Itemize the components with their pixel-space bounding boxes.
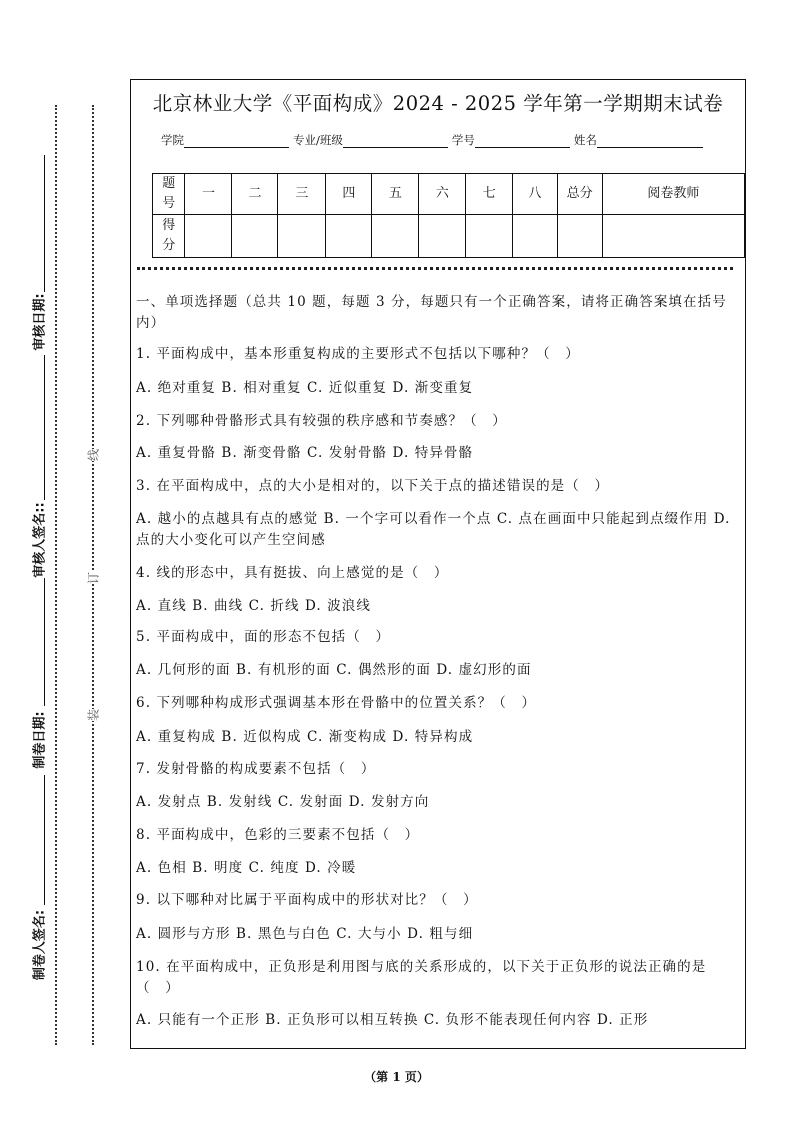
binding-mark-line: 线: [83, 449, 104, 461]
question-4-options: A. 直线 B. 曲线 C. 折线 D. 波浪线: [136, 598, 371, 614]
question-2-options: A. 重复骨骼 B. 渐变骨骼 C. 发射骨骼 D. 特异骨骼: [136, 445, 474, 461]
exam-title: 北京林业大学《平面构成》2024 - 2025 学年第一学期期末试卷: [152, 92, 724, 115]
score-label: 得分: [153, 215, 185, 258]
question-9-options: A. 圆形与方形 B. 黑色与白色 C. 大与小 D. 粗与细: [136, 926, 474, 942]
section-heading: 一、单项选择题（总共 10 题，每题 3 分，每题只有一个正确答案，请将正确答案填在括号内）: [136, 294, 727, 331]
binding-mark-staple: 订: [83, 572, 104, 584]
question-3-options: A. 越小的点越具有点的感觉 B. 一个字可以看作一个点 C. 点在画面中只能起到点缀作用 D. 点的大小变化可以产生空间感: [136, 511, 731, 548]
question-5: 5. 平面构成中，面的形态不包括（ ）: [136, 629, 391, 645]
column-header: 八: [513, 174, 557, 215]
score-table-header-row: [153, 174, 745, 215]
page-number: （第 1 页）: [364, 1070, 429, 1084]
question-2: 2. 下列哪种骨骼形式具有较强的秩序感和节奏感？（ ）: [136, 413, 507, 429]
college-label: 学院: [161, 133, 184, 147]
question-1: 1. 平面构成中，基本形重复构成的主要形式不包括以下哪种？（ ）: [136, 346, 580, 362]
question-9: 9. 以下哪种对比属于平面构成中的形状对比？（ ）: [136, 892, 478, 908]
score-cell[interactable]: [466, 215, 513, 258]
score-cell[interactable]: [278, 215, 326, 258]
question-3: 3. 在平面构成中，点的大小是相对的，以下关于点的描述错误的是（ ）: [136, 478, 610, 494]
signature-line: [44, 775, 45, 905]
column-header: 总分: [557, 174, 602, 215]
separator-dotted-line: [137, 267, 733, 270]
score-table: [152, 173, 745, 258]
signature-line: [44, 578, 45, 706]
score-cell[interactable]: [557, 215, 602, 258]
signature-line: [44, 155, 45, 292]
outer-dotted-line: [55, 105, 57, 1045]
student-info-row: [161, 132, 703, 148]
score-row: [153, 215, 745, 258]
score-cell[interactable]: [232, 215, 278, 258]
question-7: 7. 发射骨骼的构成要素不包括（ ）: [136, 761, 376, 777]
column-header: 四: [326, 174, 372, 215]
column-header: 六: [419, 174, 466, 215]
column-header: 七: [466, 174, 513, 215]
question-8: 8. 平面构成中，色彩的三要素不包括（ ）: [136, 827, 420, 843]
college-field[interactable]: [184, 135, 289, 148]
question-6-options: A. 重复构成 B. 近似构成 C. 渐变构成 D. 特异构成: [136, 729, 474, 745]
prepared-date-label: 制卷日期:: [32, 711, 48, 769]
column-header: 一: [185, 174, 232, 215]
binding-mark-bind: 装: [83, 709, 104, 721]
review-date-label: 审核日期:: [32, 293, 48, 351]
question-4: 4. 线的形态中，具有挺拔、向上感觉的是（ ）: [136, 565, 449, 581]
major-class-field[interactable]: [343, 135, 448, 148]
name-field[interactable]: [597, 135, 703, 148]
major-class-label: 专业/班级: [293, 133, 343, 147]
column-header: 阅卷教师: [602, 174, 744, 215]
question-7-options: A. 发射点 B. 发射线 C. 发射面 D. 发射方向: [136, 794, 430, 810]
question-1-options: A. 绝对重复 B. 相对重复 C. 近似重复 D. 渐变重复: [136, 380, 474, 396]
score-cell[interactable]: [372, 215, 419, 258]
score-cell[interactable]: [326, 215, 372, 258]
column-header: 二: [232, 174, 278, 215]
column-header: 三: [278, 174, 326, 215]
preparer-signature-label: 制卷人签名:: [32, 909, 48, 981]
question-10-options: A. 只能有一个正形 B. 正负形可以相互转换 C. 负形不能表现任何内容 D. 正形: [136, 1012, 649, 1028]
exam-frame: [130, 79, 746, 1049]
student-id-field[interactable]: [475, 135, 570, 148]
score-cell[interactable]: [185, 215, 232, 258]
name-label: 姓名: [573, 133, 597, 147]
reviewer-signature-label: 审核人签名::: [32, 502, 48, 578]
student-id-label: 学号: [451, 133, 475, 147]
question-8-options: A. 色相 B. 明度 C. 纯度 D. 冷暖: [136, 860, 357, 876]
score-cell[interactable]: [419, 215, 466, 258]
score-cell[interactable]: [602, 215, 744, 258]
question-6: 6. 下列哪种构成形式强调基本形在骨骼中的位置关系？（ ）: [136, 695, 537, 711]
question-5-options: A. 几何形的面 B. 有机形的面 C. 偶然形的面 D. 虚幻形的面: [136, 662, 532, 678]
column-header: 五: [372, 174, 419, 215]
question-10: 10. 在平面构成中，正负形是利用图与底的关系形成的，以下关于正负形的说法正确的是（ ）: [136, 959, 707, 996]
question-number-label: 题号: [153, 174, 185, 215]
signature-line: [44, 355, 45, 500]
score-cell[interactable]: [513, 215, 557, 258]
